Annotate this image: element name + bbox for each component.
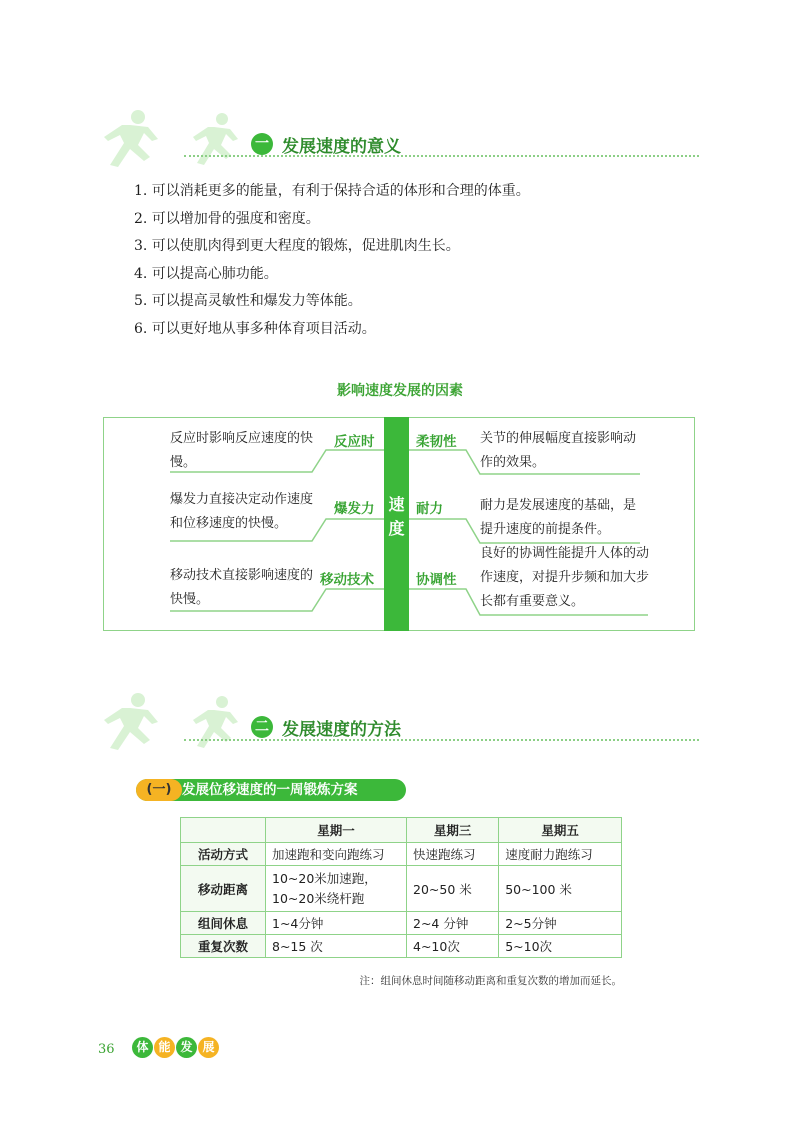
table-header: 星期五 [499,818,622,843]
section-2-header [100,688,700,758]
factor-right-label-1: 柔韧性 [416,434,457,450]
table-cell: 加速跑和变向跑练习 [266,843,407,866]
factor-left-desc-1: 反应时影响反应速度的快慢。 [170,431,314,470]
section-2-title: 发展速度的方法 [282,720,401,740]
row-header: 移动距离 [181,866,266,912]
list-item: 1. 可以消耗更多的能量，有利于保持合适的体形和合理的体重。 [134,183,530,199]
table-cell: 8~15 次 [266,935,407,958]
section-1-badge: 一 [251,133,273,155]
table-row [181,843,622,866]
runner-icon [100,688,270,758]
list-item: 2. 可以增加骨的强度和密度。 [134,210,320,227]
factors-title: 影响速度发展的因素 [337,383,463,399]
series-char: 展 [198,1037,219,1058]
factor-left-label-1: 反应时 [334,434,375,450]
table-cell: 10~20米加速跑，10~20米绕杆跑 [266,866,407,912]
table-row [181,866,622,912]
training-plan-table [180,817,622,958]
table-row [181,912,622,935]
factor-right-desc-2: 耐力是发展速度的基础，是提升速度的前提条件。 [480,498,637,537]
factor-right-desc-3: 良好的协调性能提升人体的动作速度，对提升步频和加大步长都有重要意义。 [480,546,650,609]
section-2-divider [184,739,699,741]
table-cell: 2~4 分钟 [407,912,499,935]
table-cell: 50~100 米 [499,866,622,912]
series-char: 体 [132,1037,153,1058]
table-cell: 2~5分钟 [499,912,622,935]
page-number: 36 [98,1042,115,1057]
row-header: 活动方式 [181,843,266,866]
section-1-title: 发展速度的意义 [282,137,401,157]
row-header: 组间休息 [181,912,266,935]
section-2-badge: 二 [251,716,273,738]
subheading-number: (一) [136,779,182,801]
factor-left-label-2: 爆发力 [334,501,375,517]
factor-left-desc-2: 爆发力直接决定动作速度和位移速度的快慢。 [170,492,314,531]
list-item: 3. 可以使肌肉得到更大程度的锻炼，促进肌肉生长。 [134,238,460,254]
list-item: 5. 可以提高灵敏性和爆发力等体能。 [134,293,362,309]
factor-right-label-2: 耐力 [416,501,443,517]
table-row [181,935,622,958]
table-header-row [181,818,622,843]
list-item: 4. 可以提高心肺功能。 [134,265,278,282]
factor-left-label-3: 移动技术 [320,572,374,588]
table-cell: 快速跑练习 [407,843,499,866]
row-header: 重复次数 [181,935,266,958]
table-cell: 4~10次 [407,935,499,958]
factor-right-label-3: 协调性 [416,572,457,588]
subheading-title: 发展位移速度的一周锻炼方案 [182,782,358,798]
list-item: 6. 可以更好地从事多种体育项目活动。 [134,320,376,337]
table-cell: 5~10次 [499,935,622,958]
table-cell: 速度耐力跑练习 [499,843,622,866]
table-header: 星期三 [407,818,499,843]
speed-center-label: 速度 [388,495,405,538]
factor-left-desc-3: 移动技术直接影响速度的快慢。 [170,568,314,607]
series-char: 发 [176,1037,197,1058]
table-cell: 20~50 米 [407,866,499,912]
factor-right-desc-1: 关节的伸展幅度直接影响动作的效果。 [480,431,637,470]
table-note: 注：组间休息时间随移动距离和重复次数的增加而延长。 [359,975,622,987]
table-corner [181,818,266,843]
table-header: 星期一 [266,818,407,843]
series-char: 能 [154,1037,175,1058]
table-cell: 1~4分钟 [266,912,407,935]
